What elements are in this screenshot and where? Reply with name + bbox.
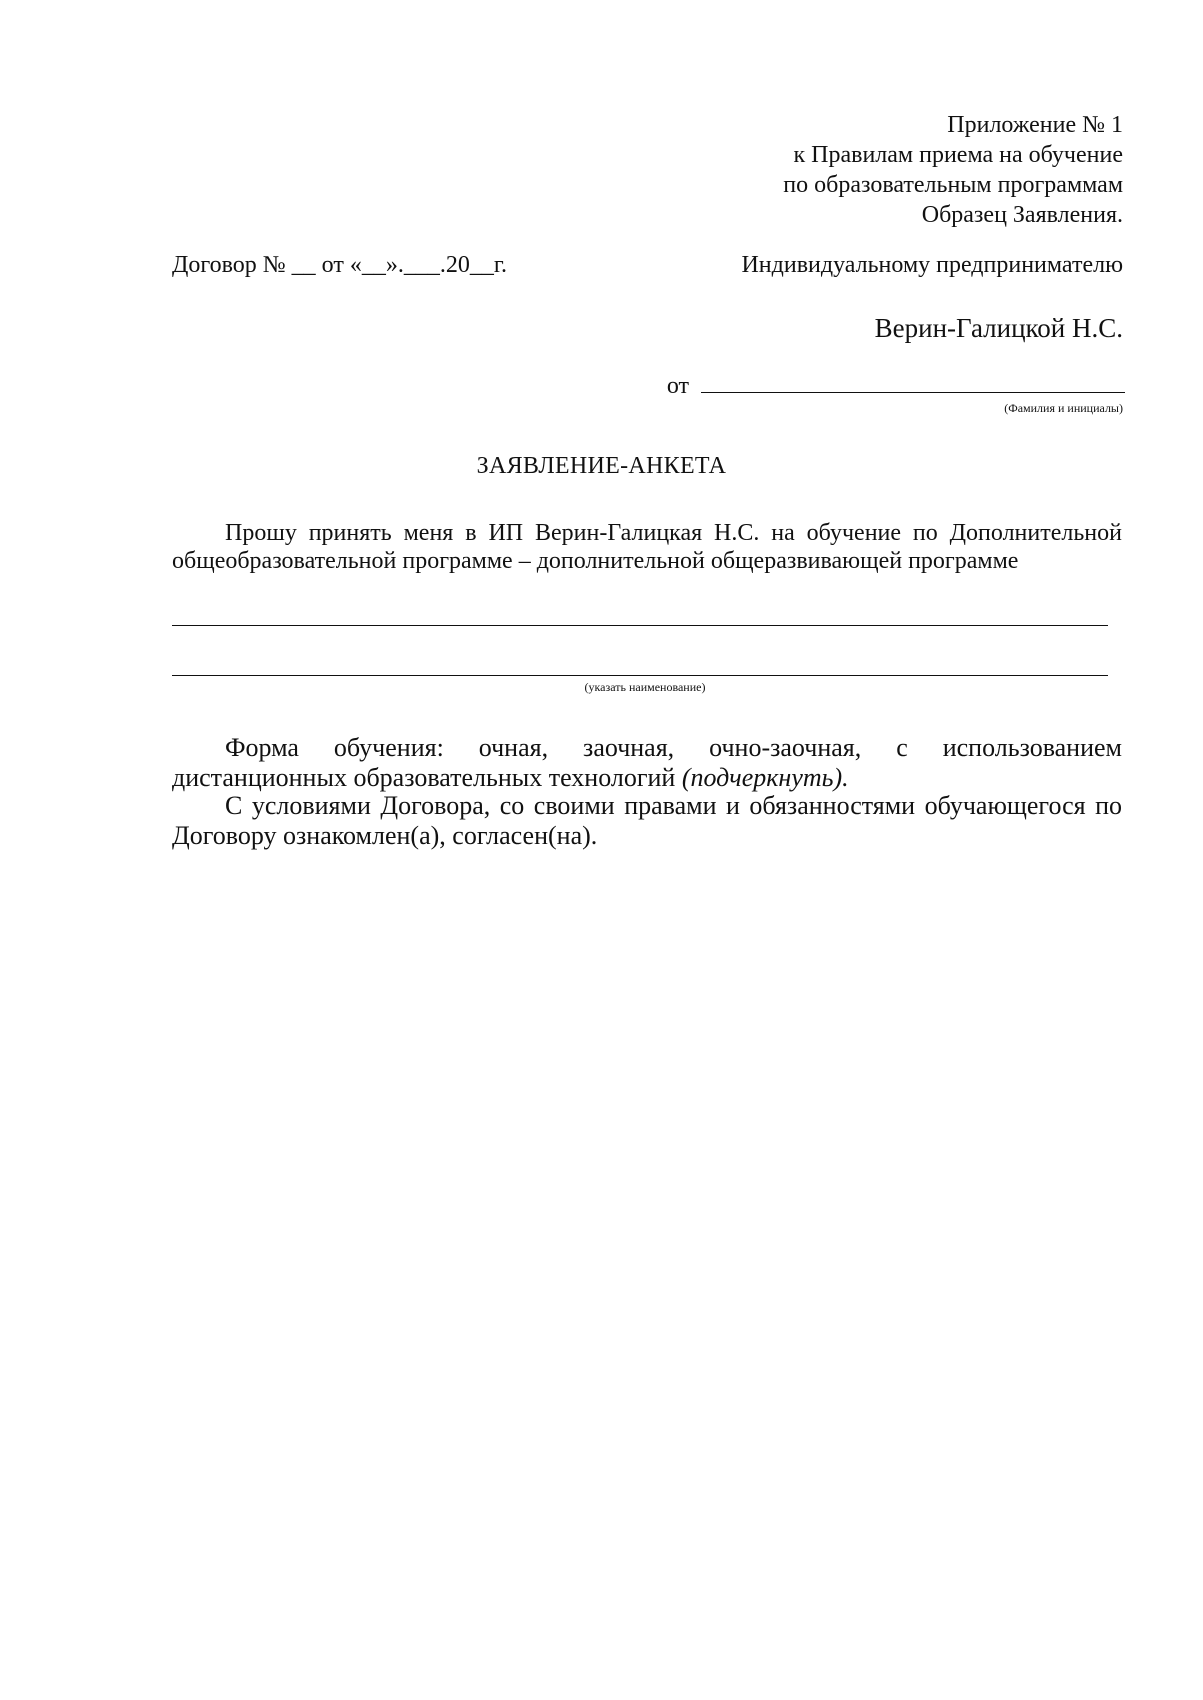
appendix-line-4: Образец Заявления.: [921, 202, 1123, 228]
contract-line: Договор № __ от «__».___.20__г.: [172, 252, 507, 278]
request-paragraph: Прошу принять меня в ИП Верин-Галицкая Н.С. на обучение по Дополнительной общеобразовательной программе – дополнительной общеразвивающей программе: [172, 520, 1122, 574]
from-label: от: [666, 373, 689, 399]
appendix-line-1: Приложение № 1: [947, 112, 1123, 138]
program-name-field-line-2[interactable]: [172, 675, 1108, 676]
conditions-paragraph: С условиями Договора, со своими правами и обязанностями обучающегося по Договору ознакомлен(а), согласен(на).: [172, 791, 1122, 850]
applicant-name-field[interactable]: [701, 372, 1125, 393]
program-name-field-line-1[interactable]: [172, 625, 1108, 626]
study-form-paragraph: [172, 733, 1122, 793]
document-title: ЗАЯВЛЕНИЕ-АНКЕТА: [476, 453, 727, 479]
applicant-name-caption: (Фамилия и инициалы): [1004, 401, 1123, 415]
appendix-line-2: к Правилам приема на обучение: [793, 142, 1123, 168]
addressee-name: Верин-Галицкой Н.С.: [874, 313, 1123, 343]
study-form-hint: (подчеркнуть).: [681, 763, 849, 792]
appendix-header: [783, 110, 1123, 230]
study-form-text: Форма обучения: очная, заочная, очно-заочная, с использованием дистанционных образовательных технологий: [172, 733, 1122, 792]
program-name-caption: (указать наименование): [584, 680, 706, 694]
from-row: [667, 372, 1125, 400]
addressee-position: Индивидуальному предпринимателю: [741, 252, 1123, 278]
appendix-line-3: по образовательным программам: [783, 172, 1123, 198]
